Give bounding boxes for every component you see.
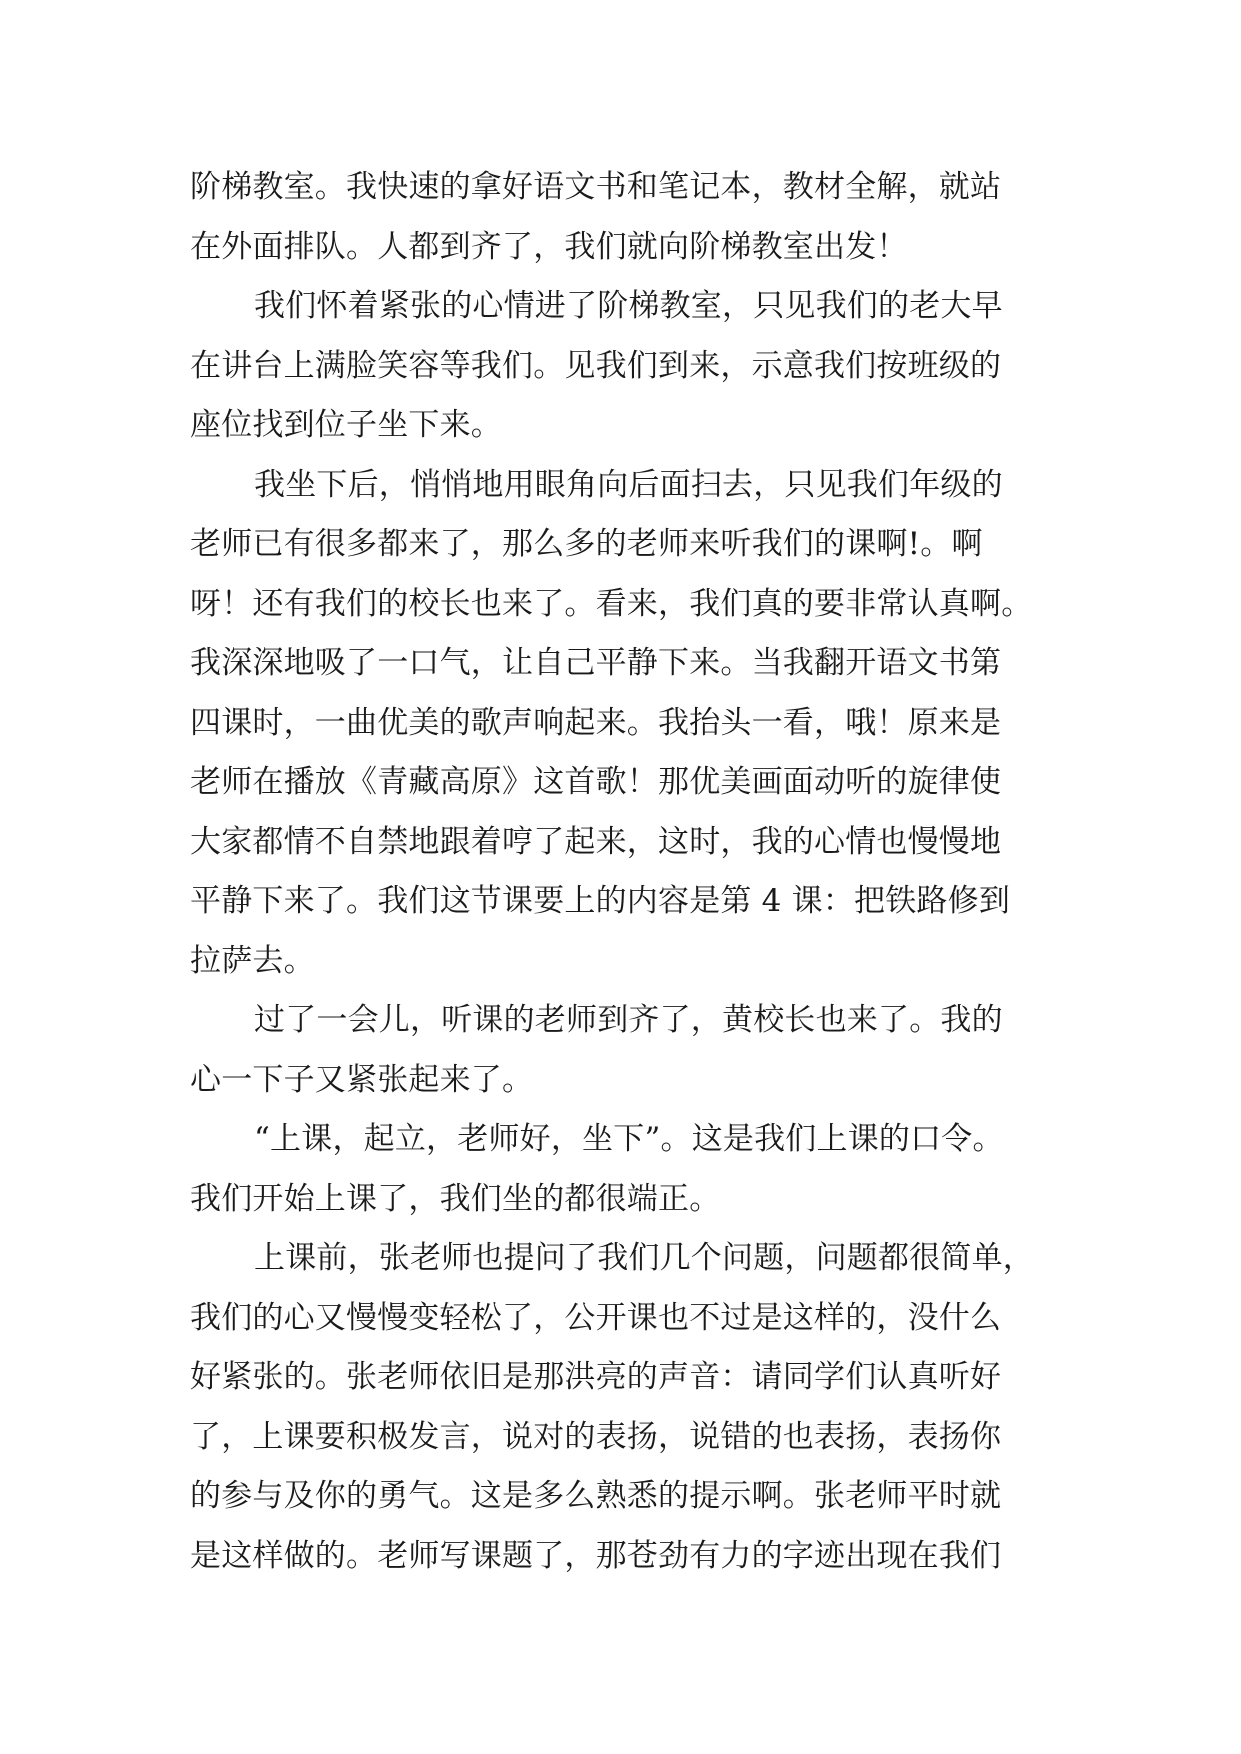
text-line: 我们开始上课了，我们坐的都很端正。 (190, 1180, 721, 1217)
text-line: 好紧张的。张老师依旧是那洪亮的声音：请同学们认真听好 (190, 1359, 1002, 1395)
text-line: 拉萨去。 (190, 942, 315, 979)
text-line: 老师已有很多都来了，那么多的老师来听我们的课啊!。啊 (190, 526, 983, 562)
text-line: 了，上课要积极发言，说对的表扬，说错的也表扬，表扬你 (190, 1418, 1002, 1455)
text-line: 大家都情不自禁地跟着哼了起来，这时，我的心情也慢慢地 (190, 823, 1002, 860)
text-line: 在外面排队。人都到齐了，我们就向阶梯教室出发！ (190, 228, 908, 265)
text-line: 我深深地吸了一口气，让自己平静下来。当我翻开语文书第 (190, 645, 1002, 681)
text-line: 心一下子又紧张起来了。 (190, 1061, 534, 1098)
text-line: “上课，起立，老师好，坐下”。这是我们上课的口令。 (254, 1121, 1004, 1157)
text-line: 是这样做的。老师写课题了，那苍劲有力的字迹出现在我们 (190, 1537, 1002, 1574)
text-line: 过了一会儿，听课的老师到齐了，黄校长也来了。我的 (254, 1002, 1003, 1038)
text-line: 四课时，一曲优美的歌声响起来。我抬头一看，哦！原来是 (190, 704, 1002, 741)
text-line: 我们怀着紧张的心情进了阶梯教室，只见我们的老大早 (254, 288, 1003, 324)
text-line: 上课前，张老师也提问了我们几个问题，问题都很简单， (254, 1240, 1034, 1276)
text-line: 在讲台上满脸笑容等我们。见我们到来，示意我们按班级的 (190, 347, 1002, 384)
text-line: 平静下来了。我们这节课要上的内容是第 4 课：把铁路修到 (190, 883, 1011, 919)
text-line: 呀！还有我们的校长也来了。看来，我们真的要非常认真啊。 (190, 585, 1033, 622)
text-line: 的参与及你的勇气。这是多么熟悉的提示啊。张老师平时就 (190, 1478, 1002, 1514)
text-line: 我们的心又慢慢变轻松了，公开课也不过是这样的，没什么 (190, 1299, 1002, 1336)
text-line: 我坐下后，悄悄地用眼角向后面扫去，只见我们年级的 (254, 466, 1003, 503)
body-text (190, 158, 1070, 1586)
text-line: 老师在播放《青藏高原》这首歌！那优美画面动听的旋律使 (190, 764, 1002, 800)
text-line: 阶梯教室。我快速的拿好语文书和笔记本，教材全解，就站 (190, 169, 1002, 205)
text-line: 座位找到位子坐下来。 (190, 407, 502, 443)
